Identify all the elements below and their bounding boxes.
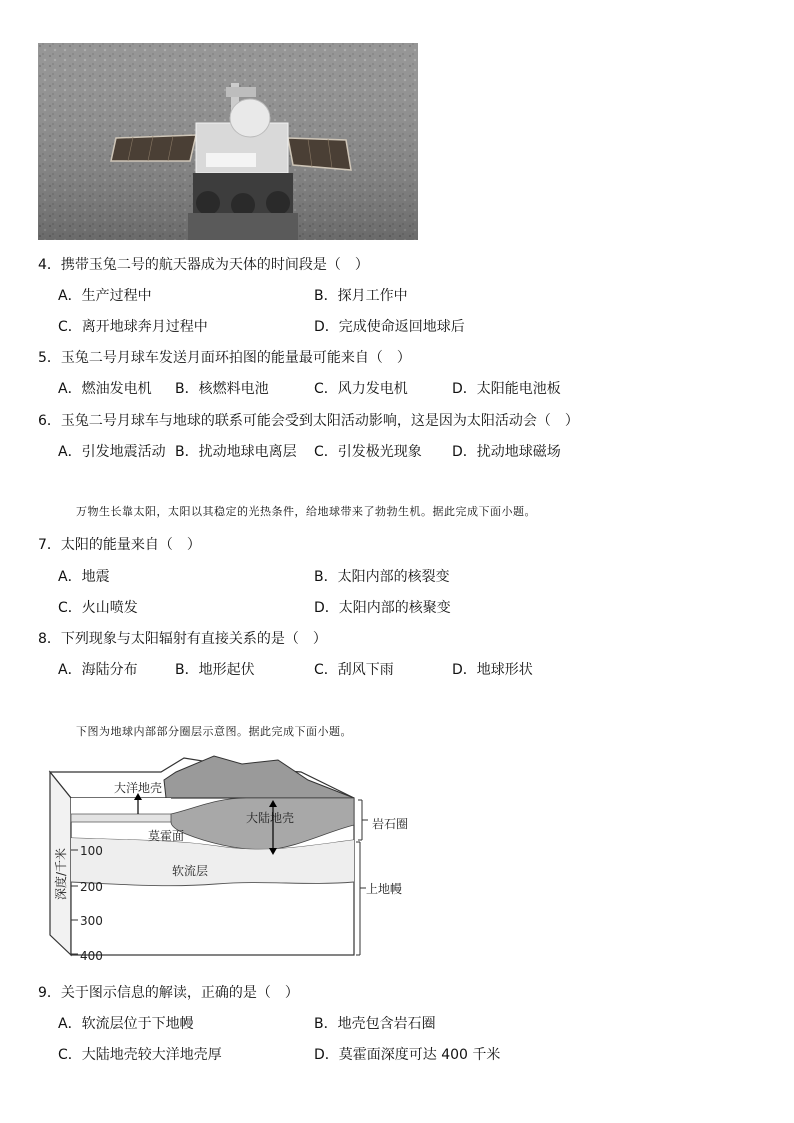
option-d[interactable]: D．莫霍面深度可达 400 千米 <box>314 1047 501 1063</box>
question-stem: ． <box>46 350 61 366</box>
option-d[interactable]: D．地球形状 <box>452 662 533 678</box>
question-number: 6 <box>38 413 47 429</box>
option-c[interactable]: C．风力发电机 <box>314 381 408 397</box>
tick-label: 100 <box>80 844 103 858</box>
option-a[interactable]: A．燃油发电机 <box>58 381 152 397</box>
question-9 <box>38 982 299 1002</box>
label-upper-mantle: 上地幔 <box>366 882 403 896</box>
question-number: 5 <box>38 350 47 366</box>
question-stem: ． <box>46 537 61 553</box>
option-b[interactable]: B．探月工作中 <box>314 288 408 304</box>
option-b[interactable]: B．地形起伏 <box>175 662 255 678</box>
label-continental-crust: 大陆地壳 <box>246 811 295 825</box>
question-stem: 玉兔二号月球车发送月面环拍图的能量最可能来自（ ） <box>60 350 411 366</box>
intro-earth: 下图为地球内部部分圈层示意图。据此完成下面小题。 <box>76 725 352 738</box>
option-c[interactable]: C．离开地球奔月过程中 <box>58 319 208 335</box>
option-b[interactable]: B．核燃料电池 <box>175 381 269 397</box>
earth-interior-diagram <box>46 750 426 965</box>
question-number: 8 <box>38 631 47 647</box>
option-c[interactable]: C．大陆地壳较大洋地壳厚 <box>58 1047 222 1063</box>
tick-label: 200 <box>80 880 103 894</box>
label-lithosphere: 岩石圈 <box>372 817 409 831</box>
option-b[interactable]: B．扰动地球电离层 <box>175 444 297 460</box>
question-stem: 携带玉兔二号的航天器成为天体的时间段是（ ） <box>60 257 369 273</box>
option-c[interactable]: C．刮风下雨 <box>314 662 394 678</box>
question-stem: 太阳的能量来自（ ） <box>60 537 201 553</box>
question-stem: ． <box>46 257 61 273</box>
tick-label: 300 <box>80 914 103 928</box>
intro-sun: 万物生长靠太阳，太阳以其稳定的光热条件，给地球带来了勃勃生机。据此完成下面小题。 <box>76 505 536 518</box>
option-a[interactable]: A．软流层位于下地幔 <box>58 1016 194 1032</box>
lunar-rover-photo <box>38 43 418 240</box>
question-4 <box>38 254 369 274</box>
question-stem: 关于图示信息的解读，正确的是（ ） <box>60 985 299 1001</box>
option-d[interactable]: D．完成使命返回地球后 <box>314 319 465 335</box>
question-stem: 下列现象与太阳辐射有直接关系的是（ ） <box>60 631 327 647</box>
option-d[interactable]: D．太阳能电池板 <box>452 381 561 397</box>
option-a[interactable]: A．生产过程中 <box>58 288 152 304</box>
option-a[interactable]: A．引发地震活动 <box>58 444 166 460</box>
option-a[interactable]: A．海陆分布 <box>58 662 138 678</box>
label-asthenosphere: 软流层 <box>172 864 209 878</box>
option-b[interactable]: B．太阳内部的核裂变 <box>314 569 450 585</box>
label-moho: 莫霍面 <box>148 829 185 843</box>
question-5 <box>38 347 411 367</box>
option-c[interactable]: C．引发极光现象 <box>314 444 422 460</box>
question-stem: ． <box>46 985 61 1001</box>
question-number: 7 <box>38 537 47 553</box>
option-d[interactable]: D．扰动地球磁场 <box>452 444 561 460</box>
question-stem: 玉兔二号月球车与地球的联系可能会受到太阳活动影响，这是因为太阳活动会（ ） <box>60 413 579 429</box>
question-stem: ． <box>46 631 61 647</box>
option-c[interactable]: C．火山喷发 <box>58 600 138 616</box>
question-number: 4 <box>38 257 47 273</box>
option-a[interactable]: A．地震 <box>58 569 110 585</box>
tick-label: 400 <box>80 949 103 963</box>
question-stem: ． <box>46 413 61 429</box>
label-depth-axis: 深度/千米 <box>54 847 68 900</box>
label-ocean-crust: 大洋地壳 <box>114 781 163 795</box>
option-b[interactable]: B．地壳包含岩石圈 <box>314 1016 436 1032</box>
question-7 <box>38 534 201 554</box>
question-8 <box>38 628 327 648</box>
option-d[interactable]: D．太阳内部的核聚变 <box>314 600 451 616</box>
question-number: 9 <box>38 985 47 1001</box>
question-6 <box>38 410 579 430</box>
